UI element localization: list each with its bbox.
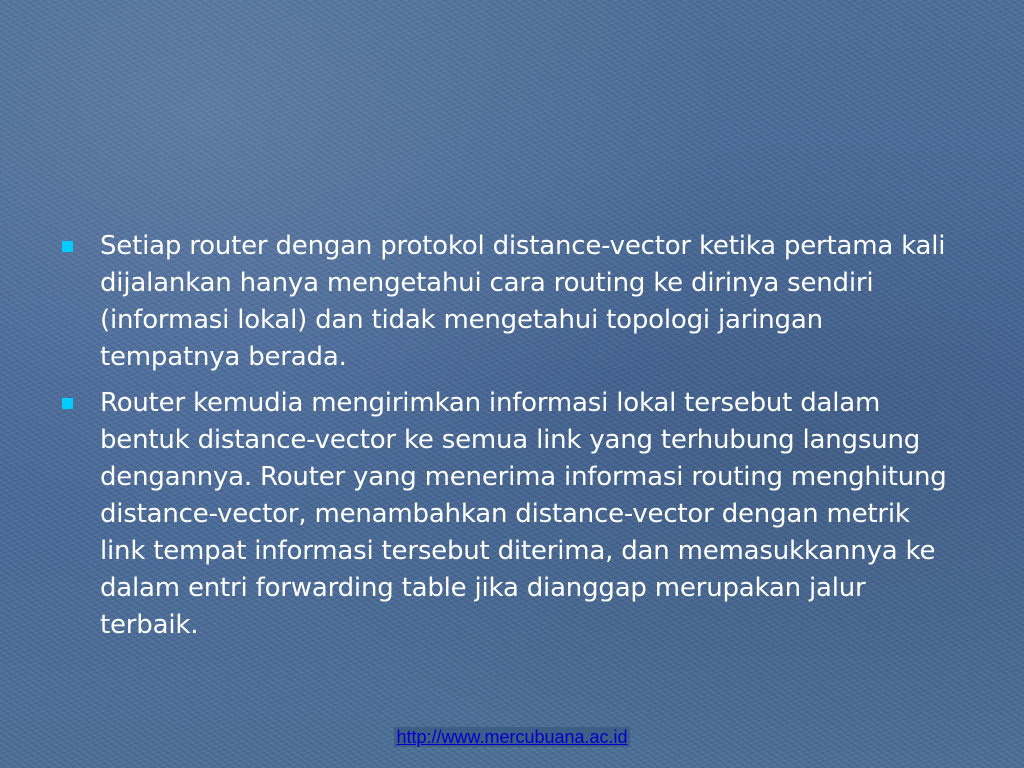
bullet-list bbox=[62, 228, 962, 653]
bullet-text: Router kemudia mengirimkan informasi lokal tersebut dalam bentuk distance-vector ke semua link yang terhubung langsung dengannya. Router yang menerima informasi routing menghitung distance-vector, menambahkan distance-vector dengan metrik link tempat informasi tersebut diterima, dan memasukkannya ke dalam entri forwarding table jika dianggap merupakan jalur terbaik. bbox=[100, 388, 947, 640]
square-bullet-icon bbox=[62, 241, 73, 252]
bullet-item bbox=[62, 228, 962, 376]
website-link[interactable]: http://www.mercubuana.ac.id bbox=[396, 727, 628, 747]
footer bbox=[0, 727, 1024, 748]
square-bullet-icon bbox=[62, 398, 73, 409]
bullet-text: Setiap router dengan protokol distance-vector ketika pertama kali dijalankan hanya mengetahui cara routing ke dirinya sendiri (informasi lokal) dan tidak mengetahui topologi jaringan tempatnya berada. bbox=[100, 231, 946, 372]
bullet-item bbox=[62, 385, 962, 644]
